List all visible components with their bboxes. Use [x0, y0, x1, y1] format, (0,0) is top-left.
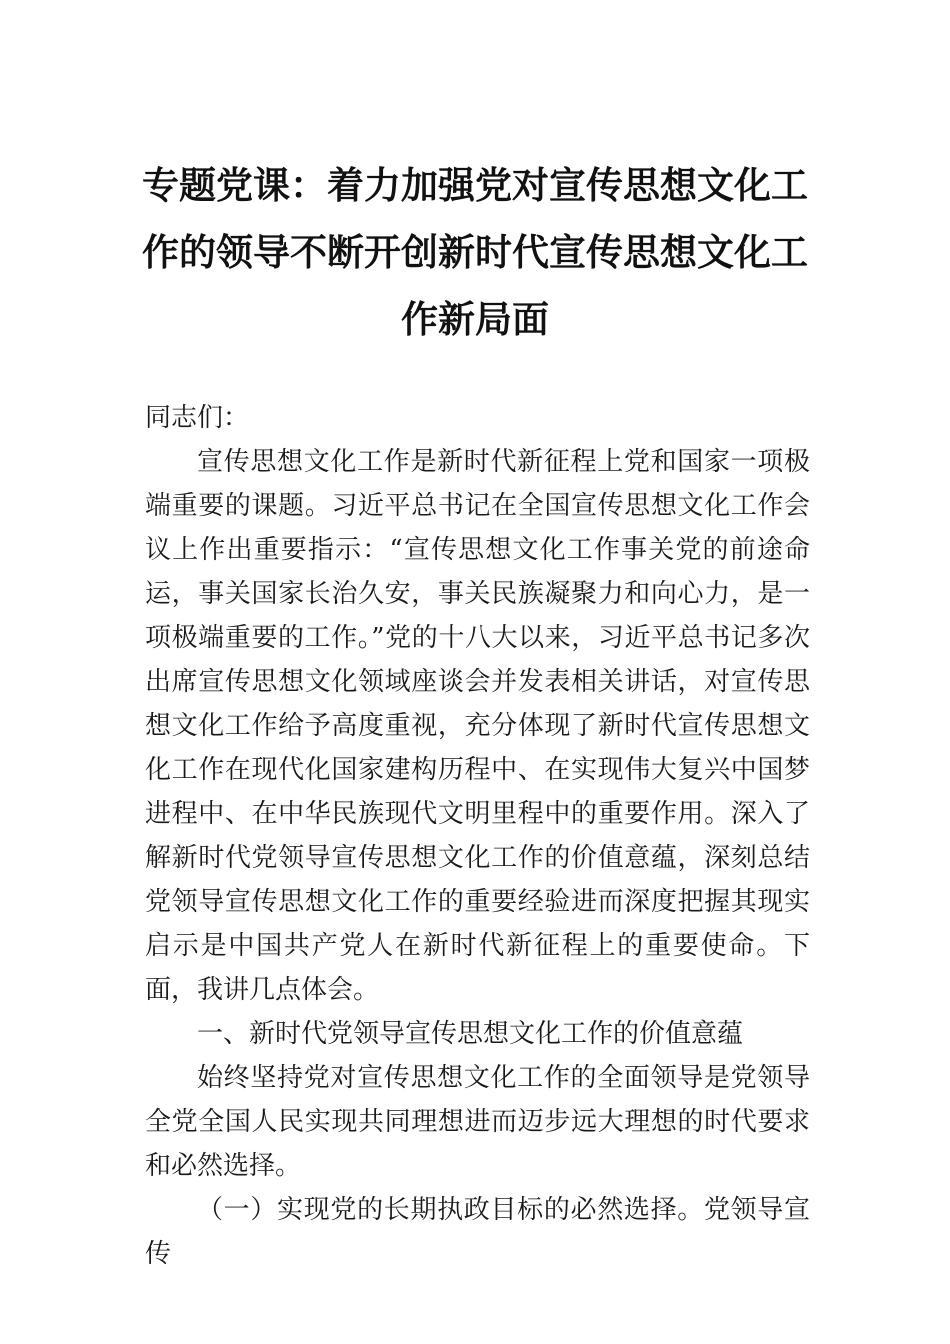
section-heading: 一、新时代党领导宣传思想文化工作的价值意蕴 [197, 1019, 744, 1049]
salutation: 同志们： [145, 403, 250, 433]
intro-paragraph: 宣传思想文化工作是新时代新征程上党和国家一项极端重要的课题。习近平总书记在全国宣传思想文化工作会议上作出重要指示：“宣传思想文化工作事关党的前途命运，事关国家长治久安，事关民族凝聚力和向心力，是一项极端重要的工作。”党的十八大以来，习近平总书记多次出席宣传思想文化领域座谈会并发表相关讲话，对宣传思想文化工作给予高度重视，充分体现了新时代宣传思想文化工作在现代化国家建构历程中、在实现伟大复兴中国梦进程中、在中华民族现代文明里程中的重要作用。深入了解新时代党领导宣传思想文化工作的价值意蕴，深刻总结党领导宣传思想文化工作的重要经验进而深度把握其现实启示是中国共产党人在新时代新征程上的重要使命。下面，我讲几点体会。 [145, 447, 810, 1005]
section-paragraph: 始终坚持党对宣传思想文化工作的全面领导是党领导全党全国人民实现共同理想进而迈步远大理想的时代要求和必然选择。 [145, 1063, 810, 1181]
subsection-paragraph: （一）实现党的长期执政目标的必然选择。党领导宣传 [145, 1195, 810, 1269]
document-body [145, 396, 810, 1276]
document-title: 专题党课：着力加强党对宣传思想文化工作的领导不断开创新时代宣传思想文化工作新局面 [142, 163, 808, 341]
